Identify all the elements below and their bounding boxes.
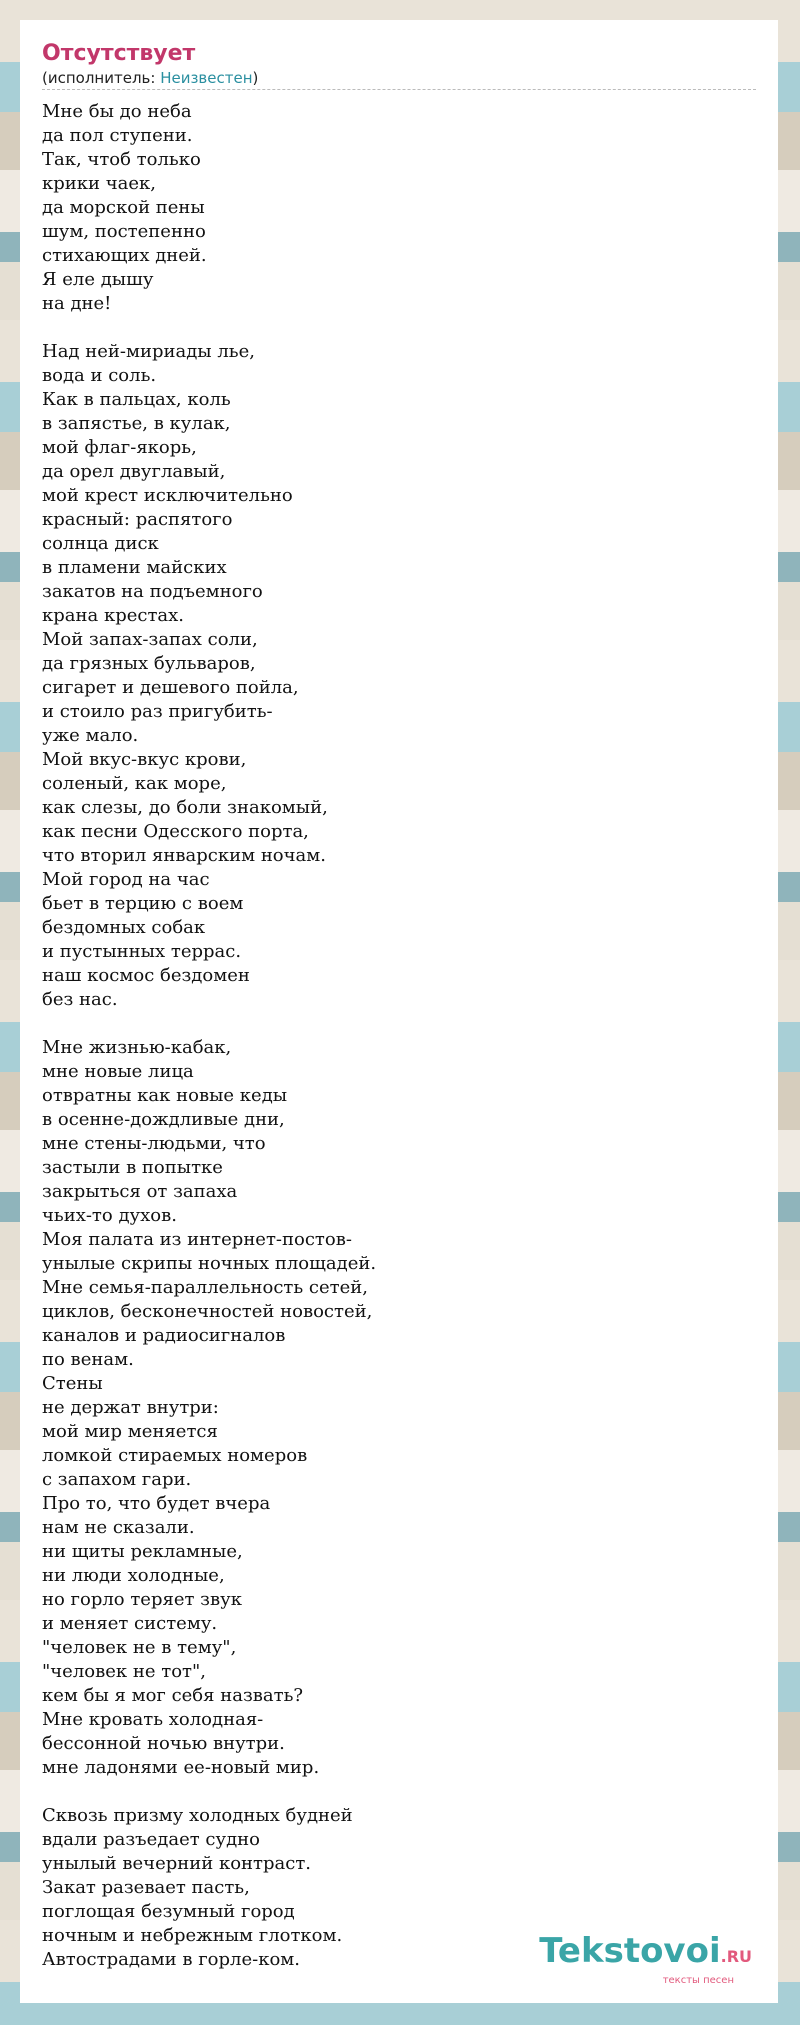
lyric-line: и пустынных террас. [42,941,242,962]
lyrics-text [42,100,756,1972]
lyric-line: шум, постепенно [42,221,206,242]
lyric-line: Про то, что будет вчера [42,1493,271,1514]
lyric-line: каналов и радиосигналов [42,1325,286,1346]
lyric-line [42,1012,756,1036]
lyric-line: Мой вкус-вкус крови, [42,749,247,770]
lyric-line: да орел двуглавый, [42,461,226,482]
lyric-line: и меняет систему. [42,1613,218,1634]
lyric-line: Стены [42,1373,103,1394]
lyric-line: нам не сказали. [42,1517,195,1538]
lyric-line: ни щиты рекламные, [42,1541,243,1562]
lyric-line: застыли в попытке [42,1157,223,1178]
lyric-line: Так, чтоб только [42,149,201,170]
logo-tagline: тексты песен [662,1975,734,1986]
lyric-line: Над ней-мириады лье, [42,341,255,362]
lyric-line: циклов, бесконечностей новостей, [42,1301,373,1322]
lyric-line: по венам. [42,1349,134,1370]
lyric-line: и стоило раз пригубить- [42,701,273,722]
lyric-line: ломкой стираемых номеров [42,1445,308,1466]
lyric-line: да грязных бульваров, [42,653,256,674]
lyric-line: что вторил январским ночам. [42,845,327,866]
lyric-line: мне новые лица [42,1061,194,1082]
lyric-line: в запястье, в кулак, [42,413,231,434]
lyric-line: Мой запах-запах соли, [42,629,258,650]
lyric-line: мне стены-людьми, что [42,1133,266,1154]
lyric-line: крики чаек, [42,173,156,194]
lyric-line: да пол ступени. [42,125,193,146]
logo-domain: .RU [720,1947,752,1966]
site-logo[interactable] [532,1931,752,1986]
lyric-line: ночным и небрежным глотком. [42,1925,343,1946]
artist-line [42,68,756,90]
lyric-line: отвратны как новые кеды [42,1085,288,1106]
lyric-line: Мне семья-параллельность сетей, [42,1277,368,1298]
lyric-line: бессонной ночью внутри. [42,1733,285,1754]
artist-link[interactable]: Неизвестен [160,69,253,87]
lyric-line: красный: распятого [42,509,233,530]
song-title: Отсутствует [42,41,196,66]
lyric-line: мне ладонями ее-новый мир. [42,1757,320,1778]
logo-name: Tekstovoi [539,1931,721,1971]
lyric-line: сигарет и дешевого пойла, [42,677,299,698]
lyric-line [42,1780,756,1804]
lyric-line: мой флаг-якорь, [42,437,197,458]
lyric-line: Мне жизнью-кабак, [42,1037,232,1058]
lyric-line: "человек не в тему", [42,1637,237,1658]
lyric-line: вдали разъедает судно [42,1829,261,1850]
lyric-line: уже мало. [42,725,139,746]
lyric-line: Моя палата из интернет-постов- [42,1229,352,1250]
lyric-line: крана крестах. [42,605,185,626]
lyric-line: вода и соль. [42,365,157,386]
lyric-line: без нас. [42,989,118,1010]
lyric-line: как слезы, до боли знакомый, [42,797,328,818]
lyric-line: бьет в терцию с воем [42,893,244,914]
lyric-line: унылые скрипы ночных площадей. [42,1253,377,1274]
lyric-line: но горло теряет звук [42,1589,242,1610]
lyric-line: мой мир меняется [42,1421,218,1442]
lyric-line: стихающих дней. [42,245,207,266]
lyric-line: закрыться от запаха [42,1181,238,1202]
lyric-line [42,316,756,340]
lyric-line: как песни Одесского порта, [42,821,309,842]
lyric-line: солнца диск [42,533,159,554]
lyric-line: Автострадами в горле-ком. [42,1949,301,1970]
lyric-line: унылый вечерний контраст. [42,1853,312,1874]
lyric-line: "человек не тот", [42,1661,206,1682]
lyric-line: закатов на подъемного [42,581,263,602]
lyrics-card [20,20,778,2003]
lyric-line: Как в пальцах, коль [42,389,231,410]
lyric-line: наш космос бездомен [42,965,250,986]
lyric-line: поглощая безумный город [42,1901,295,1922]
lyric-line: Сквозь призму холодных будней [42,1805,353,1826]
lyric-line: Я еле дышу [42,269,154,290]
artist-suffix: ) [252,69,259,87]
lyric-line: на дне! [42,293,112,314]
lyric-line: Мой город на час [42,869,210,890]
lyric-line: ни люди холодные, [42,1565,225,1586]
lyric-line: мой крест исключительно [42,485,293,506]
lyric-line: бездомных собак [42,917,206,938]
lyric-line: не держат внутри: [42,1397,219,1418]
lyric-line: Мне бы до неба [42,101,192,122]
lyric-line: да морской пены [42,197,205,218]
lyric-line: Закат разевает пасть, [42,1877,250,1898]
lyric-line: с запахом гари. [42,1469,192,1490]
lyric-line: в пламени майских [42,557,227,578]
lyric-line: Мне кровать холодная- [42,1709,264,1730]
lyric-line: кем бы я мог себя назвать? [42,1685,304,1706]
lyric-line: чьих-то духов. [42,1205,177,1226]
lyric-line: в осенне-дождливые дни, [42,1109,285,1130]
lyric-line: соленый, как море, [42,773,227,794]
artist-prefix: (исполнитель: [42,69,161,87]
